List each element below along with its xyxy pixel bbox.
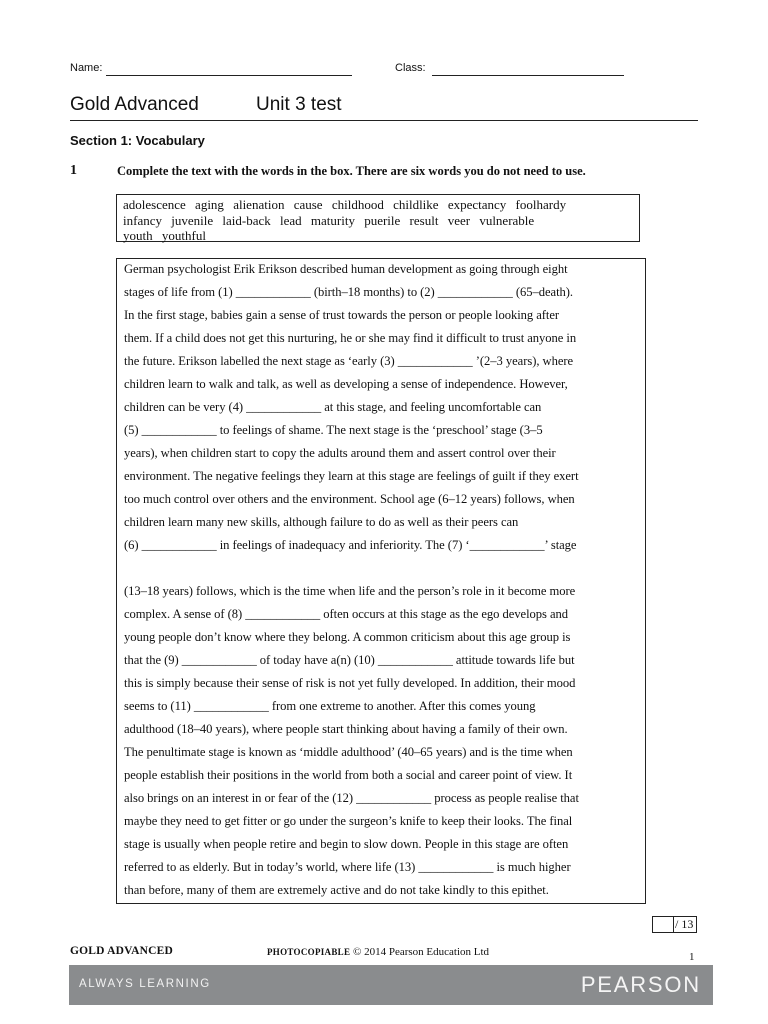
score-total: / 13 [675, 917, 694, 931]
score-box[interactable] [652, 916, 697, 933]
photocopiable-label: PHOTOCOPIABLE [267, 947, 351, 957]
word-item: foolhardy [515, 197, 567, 212]
word-item: lead [280, 212, 302, 228]
question-number: 1 [70, 163, 77, 178]
word-item: expectancy [447, 197, 507, 212]
passage-line: people establish their positions in the world from both a social and career point of view. It [124, 768, 573, 782]
word-item: puerile [364, 212, 401, 228]
passage-line: children learn many new skills, although failure to do as well as their peers can [124, 515, 519, 529]
passage-line: (6) ____________ in feelings of inadequacy and inferiority. The (7) ‘____________’ stage [124, 538, 577, 552]
passage-line: German psychologist Erik Erikson described human development as going through eight [124, 262, 568, 276]
passage-line: stages of life from (1) ____________ (birth–18 months) to (2) ____________ (65–death). [124, 285, 574, 299]
passage-line: also brings on an interest in or fear of the (12) ____________ process as people realise that [124, 791, 579, 805]
copyright-text: © 2014 Pearson Education Ltd [353, 946, 490, 958]
word-item: result [409, 212, 439, 228]
word-item: laid-back [222, 212, 271, 228]
passage-line: than before, many of them are extremely active and do not take kindly to this epithet. [124, 883, 549, 897]
passage-line: adulthood (18–40 years), where people start thinking about having a family of their own. [124, 722, 568, 736]
word-item: cause [293, 197, 323, 212]
word-item: youth [123, 228, 153, 243]
word-item: alienation [233, 197, 285, 212]
word-box-line [123, 228, 633, 244]
word-box [116, 194, 640, 242]
passage-line: stage is usually when people retire and begin to slow down. People in this stage are often [124, 837, 569, 851]
name-field[interactable] [106, 75, 352, 76]
question-instruction: Complete the text with the words in the box. There are six words you do not need to use. [117, 164, 586, 178]
word-item: veer [447, 212, 471, 228]
passage-line: children learn to walk and talk, as well as developing a sense of independence. However, [124, 377, 568, 391]
word-item: aging [195, 197, 224, 212]
passage-line: The penultimate stage is known as ‘middle adulthood’ (40–65 years) and is the time when [124, 745, 573, 759]
word-item: juvenile [171, 212, 214, 228]
name-label: Name: [70, 62, 103, 74]
word-item: adolescence [123, 197, 186, 212]
footer-course: GOLD ADVANCED [70, 945, 174, 957]
word-box-line [123, 197, 633, 213]
passage-line: maybe they need to get fitter or go under the surgeon’s knife to keep their looks. The final [124, 814, 573, 828]
passage-line: the future. Erikson labelled the next stage as ‘early (3) ____________ ’(2–3 years), where [124, 354, 574, 368]
score-divider [673, 917, 674, 932]
word-item: childhood [331, 197, 384, 212]
passage-line: young people don’t know where they belong. A common criticism about this age group is [124, 630, 571, 644]
word-item: vulnerable [479, 212, 535, 228]
class-field[interactable] [432, 75, 624, 76]
section-title: Section 1: Vocabulary [70, 133, 205, 148]
passage-line: (5) ____________ to feelings of shame. The next stage is the ‘preschool’ stage (3–5 [124, 423, 543, 437]
unit-title: Unit 3 test [256, 94, 342, 115]
name-class-row [70, 62, 700, 78]
footer-copyright [267, 946, 489, 958]
passage-line: them. If a child does not get this nurturing, he or she may find it difficult to trust anyone in [124, 331, 577, 345]
passage-line: children can be very (4) ____________ at this stage, and feeling uncomfortable can [124, 400, 542, 414]
passage-line: too much control over others and the environment. School age (6–12 years) follows, when [124, 492, 575, 506]
word-box-line [123, 213, 633, 229]
word-item: infancy [123, 212, 162, 228]
course-title: Gold Advanced [70, 94, 199, 115]
passage-line: seems to (11) ____________ from one extreme to another. After this comes young [124, 699, 536, 713]
passage-box [116, 258, 646, 904]
passage-line: complex. A sense of (8) ____________ often occurs at this stage as the ego develops and [124, 607, 569, 621]
tagline: ALWAYS LEARNING [79, 978, 211, 990]
class-label: Class: [395, 62, 426, 74]
word-item: childlike [393, 197, 439, 212]
passage-line: (13–18 years) follows, which is the time when life and the person’s role in it become more [124, 584, 576, 598]
passage-line: this is simply because their sense of risk is not yet fully developed. In addition, their mood [124, 676, 576, 690]
brand-bar [69, 965, 713, 1005]
passage-line: environment. The negative feelings they learn at this stage are feelings of guilt if they exert [124, 469, 579, 483]
passage-line: years), when children start to copy the adults around them and assert control over their [124, 446, 556, 460]
passage-line: that the (9) ____________ of today have a(n) (10) ____________ attitude towards life but [124, 653, 575, 667]
page-title [70, 94, 698, 121]
page-number: 1 [689, 951, 695, 963]
word-item: maturity [310, 212, 355, 228]
passage-line: referred to as elderly. But in today’s world, where life (13) ____________ is much higher [124, 860, 571, 874]
pearson-logo: PEARSON [580, 972, 701, 997]
passage-line: In the first stage, babies gain a sense of trust towards the person or people looking after [124, 308, 560, 322]
word-item: youthful [161, 228, 206, 243]
